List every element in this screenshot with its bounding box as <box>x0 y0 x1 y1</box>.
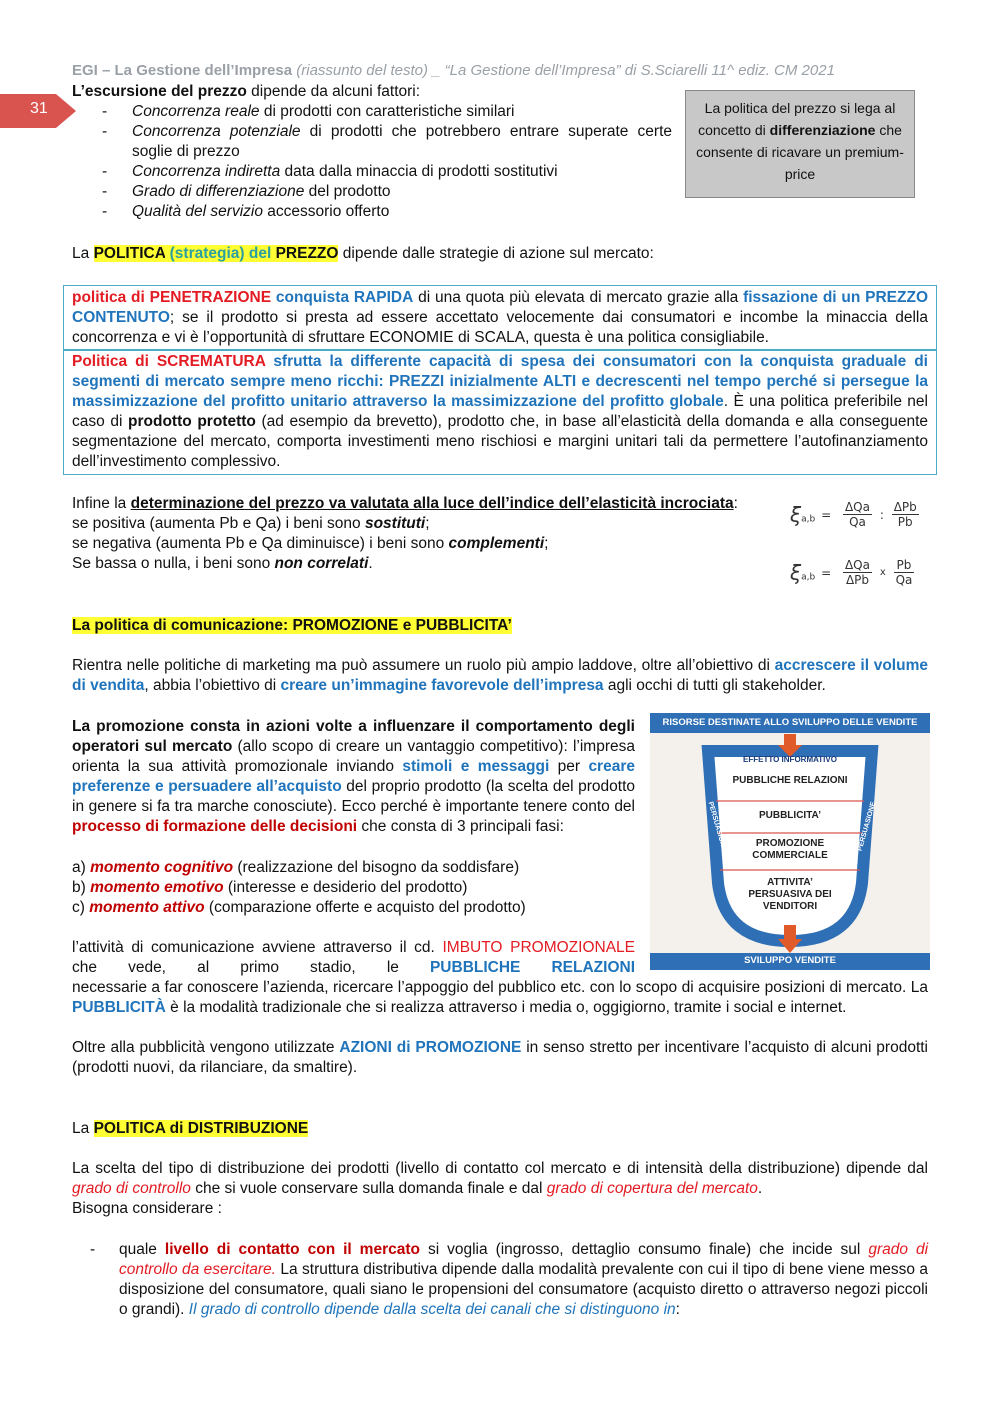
list-item <box>72 878 635 898</box>
line2-post: ; <box>425 515 430 532</box>
b1-b: livello di contatto con il mercato <box>164 1241 420 1258</box>
fraction-den: Pb <box>897 515 913 529</box>
p1-a: Rientra nelle politiche di marketing ma può assumere un ruolo più ampio laddove, oltre all’obiettivo di <box>72 657 775 674</box>
list-item-rest: del prodotto <box>304 183 391 200</box>
list-item-em: Concorrenza indiretta <box>132 163 281 180</box>
funnel-side-right: PERSUASIONE <box>856 801 878 852</box>
formula-eq: = <box>821 565 832 580</box>
comunicazione-heading <box>72 616 512 636</box>
funnel-level: PUBBLICHE RELAZIONI <box>732 775 848 786</box>
d-p1-d: grado di copertura del mercato <box>546 1180 758 1197</box>
b1-g: : <box>675 1301 680 1318</box>
d-p1-a: La scelta del tipo di distribuzione dei prodotti (livello di contatto col mercato e di intensità della distribuzione) dipende dal <box>72 1160 928 1177</box>
funnel-level: ATTIVITA’ PERSUASIVA DEI VENDITORI <box>748 877 832 912</box>
p1-c: , abbia l’obiettivo di <box>144 677 281 694</box>
comunicazione-paragraph-3-rest <box>72 978 928 1018</box>
fraction-num: ΔQa <box>844 558 870 572</box>
funnel-bottom-label: SVILUPPO VENDITE <box>744 955 836 966</box>
p1-e: agli occhi di tutti gli stakeholder. <box>603 677 826 694</box>
elasticita-section <box>72 494 782 574</box>
d-p1-c: che si vuole conservare sulla domanda finale e dal <box>190 1180 547 1197</box>
list-item <box>72 162 672 182</box>
list-item <box>72 898 635 918</box>
funnel-top-label: RISORSE DESTINATE ALLO SVILUPPO DELLE VENDITE <box>662 717 918 728</box>
side-note-box <box>685 90 915 198</box>
penetrazione-t4: fissazione di un PREZZO CONTENUTO <box>72 289 929 326</box>
comunicazione-title: La politica di comunicazione: PROMOZIONE e PUBBLICITA’ <box>72 617 512 634</box>
p3-a: l’attività di comunicazione avviene attraverso il cd. <box>72 939 443 956</box>
fase-em: momento attivo <box>89 899 205 916</box>
penetrazione-title: politica di PENETRAZIONE <box>72 289 272 306</box>
funnel-level: PUBBLICITA’ <box>758 810 822 821</box>
escursione-section <box>72 82 672 222</box>
heading-h1: POLITICA <box>93 245 166 262</box>
formula-sub: a,b <box>801 572 816 583</box>
fraction-num: ΔPb <box>893 500 917 514</box>
scrematura-t5: (ad esempio da brevetto), prodotto che, in base all’elasticità della domanda e alla conseguente segmentazione del mercato, comporta investimenti meno rischiosi e margini unitari tali da permettere l’autofinanziamento dell’investimento complessivo. <box>72 413 928 470</box>
scrematura-t4: prodotto protetto <box>128 413 256 430</box>
list-item <box>72 182 672 202</box>
p4-b: AZIONI di PROMOZIONE <box>339 1039 522 1056</box>
heading-h3: PREZZO <box>275 245 339 262</box>
formula-op: : <box>879 507 884 522</box>
p1-d: creare un’immagine favorevole dell’impresa <box>280 677 604 694</box>
comunicazione-paragraph-3-start <box>72 938 635 978</box>
line4-em: non correlati <box>274 555 369 572</box>
elasticita-line1 <box>72 494 782 514</box>
list-item-rest: di prodotti con caratteristiche similari <box>259 103 515 120</box>
elasticita-line2 <box>72 514 782 534</box>
p3-c: che vede, al primo stadio, le <box>72 959 430 976</box>
p2-e: creare preferenze e persuadere all’acquisto <box>72 758 635 795</box>
fraction-den: Qa <box>895 573 913 587</box>
p2-h: che consta di 3 principali fasi: <box>357 818 564 835</box>
fase-post: (interesse e desiderio del prodotto) <box>223 879 468 896</box>
page-number-badge <box>0 94 76 126</box>
formula-symbol: ξ <box>790 502 802 527</box>
comunicazione-paragraph-1 <box>72 656 928 696</box>
header-subtitle: (riassunto del testo) _ “La Gestione dell’Impresa” di S.Sciarelli 11^ ediz. CM 2021 <box>296 62 835 79</box>
p2-a: La promozione consta in azioni volte a influenzare il comportamento degli operatori sul mercato <box>72 718 635 755</box>
formula-symbol: ξ <box>790 560 802 585</box>
side-note-bold: differenziazione <box>769 122 876 138</box>
fraction-den: ΔPb <box>845 573 869 587</box>
line3-post: ; <box>544 535 549 552</box>
formula-op: x <box>879 567 886 578</box>
b1-e: La struttura distributiva dipende dalla modalità prevalente con cui il tipo di bene viene messo a disposizione del consumatore, quali siano le propensioni del consumatore (acquisto diretto o attraverso negozi piccoli o grandi). <box>119 1261 928 1318</box>
fasi-list <box>72 858 635 918</box>
fase-pre: a) <box>72 859 91 876</box>
fraction <box>892 500 919 529</box>
formula-sub: a,b <box>801 514 816 525</box>
elasticita-line3 <box>72 534 782 554</box>
p2-g: processo di formazione delle decisioni <box>72 818 358 835</box>
formula-2 <box>790 558 914 587</box>
d-p1-b: grado di controllo <box>72 1180 191 1197</box>
list-item <box>72 858 635 878</box>
p4-c: in senso stretto per incentivare l’acquisto di alcuni prodotti (prodotti nuovi, da rilanciare, da smaltire). <box>72 1039 928 1076</box>
funnel-effetto-label: EFFETTO INFORMATIVO <box>743 755 837 764</box>
list-item-em: Concorrenza potenziale <box>132 123 301 140</box>
fase-em: momento emotivo <box>90 879 224 896</box>
scrematura-t3: . È una politica preferibile nel caso di <box>72 393 928 430</box>
distribuzione-title: POLITICA di DISTRIBUZIONE <box>93 1120 309 1137</box>
p2-f: del proprio prodotto (la scelta del prodotto in genere si fa tra marche conosciute). Ecco perché è importante tenere conto del <box>72 778 635 815</box>
side-note-post: che consente di ricavare un premium-price <box>696 122 904 182</box>
fraction-num: ΔQa <box>844 500 870 514</box>
penetrazione-box <box>63 285 937 351</box>
fraction-den: Qa <box>849 515 866 529</box>
escursione-list <box>72 102 672 222</box>
list-item <box>72 122 672 162</box>
politica-prezzo-heading <box>72 244 654 264</box>
funnel-level: PROMOZIONE COMMERCIALE <box>752 838 828 861</box>
d-p1-e: . <box>757 1180 763 1197</box>
list-item-em: Qualità del servizio <box>132 203 263 220</box>
penetrazione-t5: ; se il prodotto si presta ad essere accettato velocemente dai consumatori e incombe la minaccia della concorrenza e vi è l’opportunità di sfruttare ECONOMIE di SCALA, questa è una politica consigliabile. <box>72 309 928 346</box>
fase-pre: b) <box>72 879 91 896</box>
line4-pre: Se bassa o nulla, i beni sono <box>72 555 275 572</box>
list-item-rest: accessorio offerto <box>262 203 390 220</box>
p3-d: PUBBLICHE RELAZIONI <box>429 959 635 976</box>
scrematura-title: Politica di SCREMATURA <box>72 353 266 370</box>
header-title: EGI – La Gestione dell’Impresa <box>72 62 293 79</box>
side-note-pre: La politica del prezzo si lega al concetto di <box>698 100 896 138</box>
list-item <box>72 102 672 122</box>
line2-pre: se positiva (aumenta Pb e Qa) i beni sono <box>72 515 365 532</box>
distribuzione-paragraph-1 <box>72 1159 928 1219</box>
fraction <box>894 558 915 587</box>
line2-em: sostituti <box>364 515 426 532</box>
list-item-em: Grado di differenziazione <box>132 183 305 200</box>
escursione-intro-rest: dipende da alcuni fattori: <box>246 83 421 100</box>
fase-pre: c) <box>72 899 90 916</box>
b1-a: quale <box>119 1241 165 1258</box>
elasticita-line4 <box>72 554 782 574</box>
list-item <box>72 202 672 222</box>
distribuzione-heading <box>72 1119 308 1139</box>
funnel-side-left: PERSUASIONE <box>706 801 728 852</box>
b1-d: grado di controllo da esercitare. <box>119 1241 929 1278</box>
p3-e: necessarie a far conoscere l’azienda, ricercare l’appoggio del pubblico etc. con lo scopo di acquisire posizioni di mercato. La <box>72 979 928 996</box>
fraction <box>843 500 872 529</box>
escursione-intro <box>72 82 672 102</box>
p2-d: per <box>549 758 589 775</box>
elasticita-pre: Infine la <box>72 495 131 512</box>
list-item-em: Concorrenza reale <box>132 103 260 120</box>
p2-c: stimoli e messaggi <box>402 758 550 775</box>
elasticita-post: : <box>733 495 738 512</box>
fase-post: (realizzazione del bisogno da soddisfare) <box>233 859 520 876</box>
page-number: 31 <box>30 100 48 117</box>
line4-post: . <box>368 555 373 572</box>
heading-post: dipende dalle strategie di azione sul mercato: <box>338 245 654 262</box>
line3-pre: se negativa (aumenta Pb e Qa diminuisce) i beni sono <box>72 535 449 552</box>
escursione-title: L’escursione del prezzo <box>72 83 247 100</box>
penetrazione-t2: conquista RAPIDA <box>271 289 414 306</box>
fraction <box>843 558 872 587</box>
penetrazione-t3: di una quota più elevata di mercato grazie alla <box>413 289 744 306</box>
fraction-num: Pb <box>894 558 915 573</box>
p2-b: (allo scopo di creare un vantaggio competitivo): l’impresa orienta la sua attività promozionale inviando <box>72 738 635 775</box>
p3-g: è la modalità tradizionale che si realizza attraverso i media o, oggigiorno, tramite i social e internet. <box>165 999 847 1016</box>
p3-f: PUBBLICITÀ <box>72 999 166 1016</box>
p4-a: Oltre alla pubblicità vengono utilizzate <box>72 1039 340 1056</box>
formula-eq: = <box>821 507 832 522</box>
line3-em: complementi <box>448 535 545 552</box>
distribuzione-pre: La <box>72 1120 94 1137</box>
comunicazione-paragraph-4 <box>72 1038 928 1078</box>
fase-post: (comparazione offerte e acquisto del prodotto) <box>204 899 526 916</box>
distribuzione-bullet <box>72 1240 928 1320</box>
scrematura-t2: sfrutta la differente capacità di spesa dei consumatori con la conquista graduale di segmenti di mercato sempre meno ricchi: PREZZI inizialmente ALTI e decrescenti nel tempo perché si persegue la massimizzazione del profitto unitario attraverso la massimizzazione del profitto globale <box>72 353 928 410</box>
fase-em: momento cognitivo <box>90 859 234 876</box>
comunicazione-paragraph-2 <box>72 717 635 837</box>
elasticita-bold: determinazione del prezzo va valutata alla luce dell’indice dell’elasticità incrociata <box>130 495 734 512</box>
b1-f: Il grado di controllo dipende dalla scelta dei canali che si distinguono in <box>188 1301 676 1318</box>
list-item-rest: di prodotti che potrebbero entrare superate certe soglie di prezzo <box>132 123 672 160</box>
formula-1 <box>790 500 919 529</box>
imbuto-promozionale-diagram <box>650 713 930 970</box>
heading-h2: (strategia) del <box>165 245 276 262</box>
distribuzione-paragraph-2: Bisogna considerare : <box>72 1200 222 1217</box>
document-header <box>72 62 835 79</box>
list-item-rest: data dalla minaccia di prodotti sostitutivi <box>280 163 558 180</box>
heading-pre: La <box>72 245 94 262</box>
b1-c: si voglia (ingrosso, dettaglio consumo finale) che incide sul <box>420 1241 869 1258</box>
scrematura-box <box>63 349 937 475</box>
p1-b: accrescere il volume di vendita <box>72 657 928 694</box>
p3-b: IMBUTO PROMOZIONALE <box>442 939 635 956</box>
